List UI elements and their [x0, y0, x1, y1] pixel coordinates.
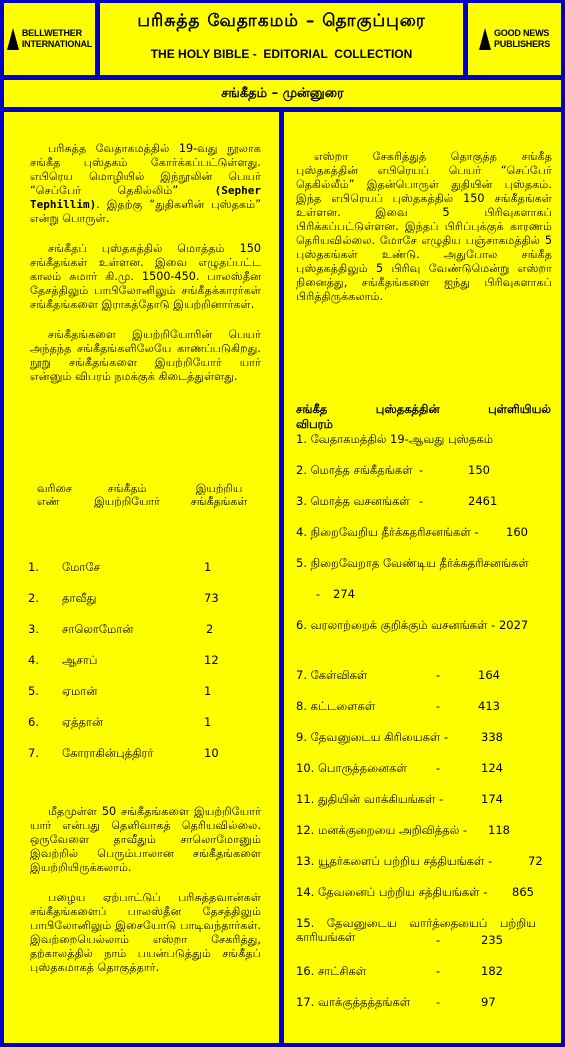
left-column	[4, 112, 279, 1043]
section-title-text: சங்கீதம் – முன்னுரை	[221, 85, 344, 101]
publisher-logo-right	[468, 3, 561, 75]
paragraph-divisions: எஸ்றா சேகரித்துத் தொகுத்த சங்கீத புஸ்தகத்தின் எபிரெயப் பெயர் “செப்பேர் தெகில்லீம்” இதன்பொருள் துதியின் புஸ்தகம். இந்த எபிரெயப் புஸ்தகத்தில் 150 சங்கீதங்கள் உள்ளன. இவை 5 பிரிவுகளாகப் பிரிக்கப்பட்டுள்ளன. இந்தப் பிரிப்புக்குக் காரணம் தெரியவில்லை. மோசே எழுதிய பஞ்சாகமத்தில் 5 புஸ்தகங்கள் உண்டு. அதுபோல சங்கீத புஸ்தகத்திலும் 5 பிரிவு வேண்டுமென்று எஸ்றா நினைத்து, சங்கீதங்களை ஐந்து பிரிவுகளாகப் பிரித்திருக்கலாம்.	[296, 150, 552, 303]
paragraph-count: சங்கீதப் புஸ்தகத்தில் மொத்தம் 150 சங்கீதங்கள் உள்ளன. இவை எழுதப்பட்ட காலம் சுமார் கி.மு. 1500-450. பாலஸ்தீன தேசத்திலும் பாபிலோனிலும் சங்கீதக்காரர்கள் சங்கீதங்களை இராகத்தோடு இயற்றினார்கள்.	[30, 242, 261, 311]
table-row: 2. தாவீது 73	[28, 591, 219, 605]
authors-table	[4, 482, 279, 782]
logo-line-1: BELLWETHER	[21, 28, 82, 38]
stat-item: 6. வரலாற்றைக் குறிக்கும் வசனங்கள் - 2027	[296, 618, 529, 632]
goodnews-icon	[479, 28, 491, 50]
logo-line-2: PUBLISHERS	[493, 39, 550, 49]
paragraph-compilation: பழைய ஏற்பாட்டுப் பரிசுத்தவான்கள் சங்கீதங்களைப் பாலஸ்தீன தேசத்திலும் பாபிலோனிலும் இசையோடு பாடிவந்தார்கள். இவற்றையெல்லாம் எஸ்றா சேகரித்து, தற்காலத்தில் நாம் பயன்படுத்தும் சங்கீதப் புஸ்தகமாகத் தொகுத்தார்.	[30, 891, 261, 974]
header-author: சங்கீதம் இயற்றியோர்	[94, 482, 160, 508]
paragraph-remaining: மீதமுள்ள 50 சங்கீதங்களை இயற்றியோர் யார் என்பது தெளிவாகத் தெரியவில்லை. ஒருவேளை தாவீதும் சாலொமோனும் இவற்றில் பெரும்பாலான சங்கீதங்களை இயற்றியிருக்கலாம்.	[30, 805, 261, 874]
bellwether-icon	[7, 28, 19, 50]
paragraph-intro: பரிசுத்த வேதாகமத்தில் 19-வது நூலாக சங்கீத புஸ்தகம் கோர்க்கப்பட்டுள்ளது. எபிரெய மொழியில் இந்நூலின் பெயர் “செப்பேர் தெகில்லிம்” (Sepher Tephillim). இதற்கு “துதிகளின் புஸ்தகம்” என்று பொருள்.	[30, 142, 261, 225]
publisher-logo-left	[4, 3, 95, 75]
latin-title: (Sepher Tephillim)	[30, 184, 261, 211]
table-row: 3. சாலொமோன் 2	[28, 622, 214, 636]
stats-heading: சங்கீத புஸ்தகத்தின் புள்ளியியல் விபரம்	[296, 402, 551, 431]
table-row: 7. கோராகின்புத்திரர் 10	[28, 746, 219, 760]
section-title	[4, 80, 561, 107]
title-tamil: பரிசுத்த வேதாகமம் – தொகுப்புரை	[137, 11, 426, 31]
header-serial: வரிசை எண்	[37, 482, 72, 508]
table-row: 5. ஏமான் 1	[28, 684, 212, 698]
header-count: இயற்றிய சங்கீதங்கள்	[190, 482, 248, 508]
page-header	[100, 3, 463, 75]
table-row: 4. ஆசாப் 12	[28, 653, 219, 667]
logo-line-2: INTERNATIONAL	[21, 39, 93, 49]
logo-line-1: GOOD NEWS	[493, 28, 550, 38]
table-row: 1. மோசே 1	[28, 560, 212, 574]
title-english: THE HOLY BIBLE - EDITORIAL COLLECTION	[150, 47, 413, 61]
right-column: எஸ்றா சேகரித்துத் தொகுத்த சங்கீத புஸ்தகத்தின் எபிரெயப் பெயர் “செப்பேர் தெகில்லீம்” இதன்பொருள் துதியின் புஸ்தகம். இந்த எபிரெயப் புஸ்தகத்தில் 150 சங்கீதங்கள் உள்ளன. இவை 5 பிரிவுகளாகப் பிரிக்கப்பட்டுள்ளன. இந்தப் பிரிப்புக்குக் காரணம் தெரியவில்லை. மோசே எழுதிய பஞ்சாகமத்தில் 5 புஸ்தகங்கள் உண்டு. அதுபோல சங்கீத புஸ்தகத்திலும் 5 பிரிவு வேண்டுமென்று எஸ்றா நினைத்து, சங்கீதங்களை ஐந்து பிரிவுகளாகப் பிரித்திருக்கலாம். சங்கீத புஸ்தகத்தின் புள்ளியியல் விபரம் 1. வேதாகமத்தில் 19-ஆவது புஸ்தகம் 2. மொத்த சங்கீதங்கள் - 150 3. மொத்த வசனங்கள் - 2461 4. நிறைவேறிய தீர்க்கதரிசனங்கள் - 160 5. நிறைவேறாத வேண்டிய தீர்க்கதரிசனங்கள் - 274 6. வரலாற்றைக் குறிக்கும் வசனங்கள் - 2027 7. கேள்விகள் - 164 8. கட்டளைகள் - 413 9. தேவனுடைய கிரியைகள் - 338 10. பொருத்தனைகள் - 124 11. துதியின் வாக்கியங்கள் - 174 12. மனக்குறையை அறிவித்தல் - 118 13. யூதர்களைப் பற்றிய சத்தியங்கள் - 72 14. தேவனைப் பற்றிய சத்தியங்கள் - 865 15. தேவனுடைய வார்த்தையைப் பற்றிய காரியங்கள் - 235 16. சாட்சிகள் - 182 17. வாக்குத்தத்தங்கள் - 97	[284, 112, 561, 1043]
table-row: 6. ஏத்தான் 1	[28, 715, 212, 729]
paragraph-authors: சங்கீதங்களை இயற்றியோரின் பெயர் அந்தந்த சங்கீதங்களிலேயே காணப்படுகிறது. நூறு சங்கீதங்களை இயற்றியோர் யார் என்னும் விபரம் நமக்குக் கிடைத்துள்ளது.	[30, 328, 261, 383]
stat-item: 15. தேவனுடைய வார்த்தையைப் பற்றிய காரியங்கள்	[296, 916, 536, 944]
